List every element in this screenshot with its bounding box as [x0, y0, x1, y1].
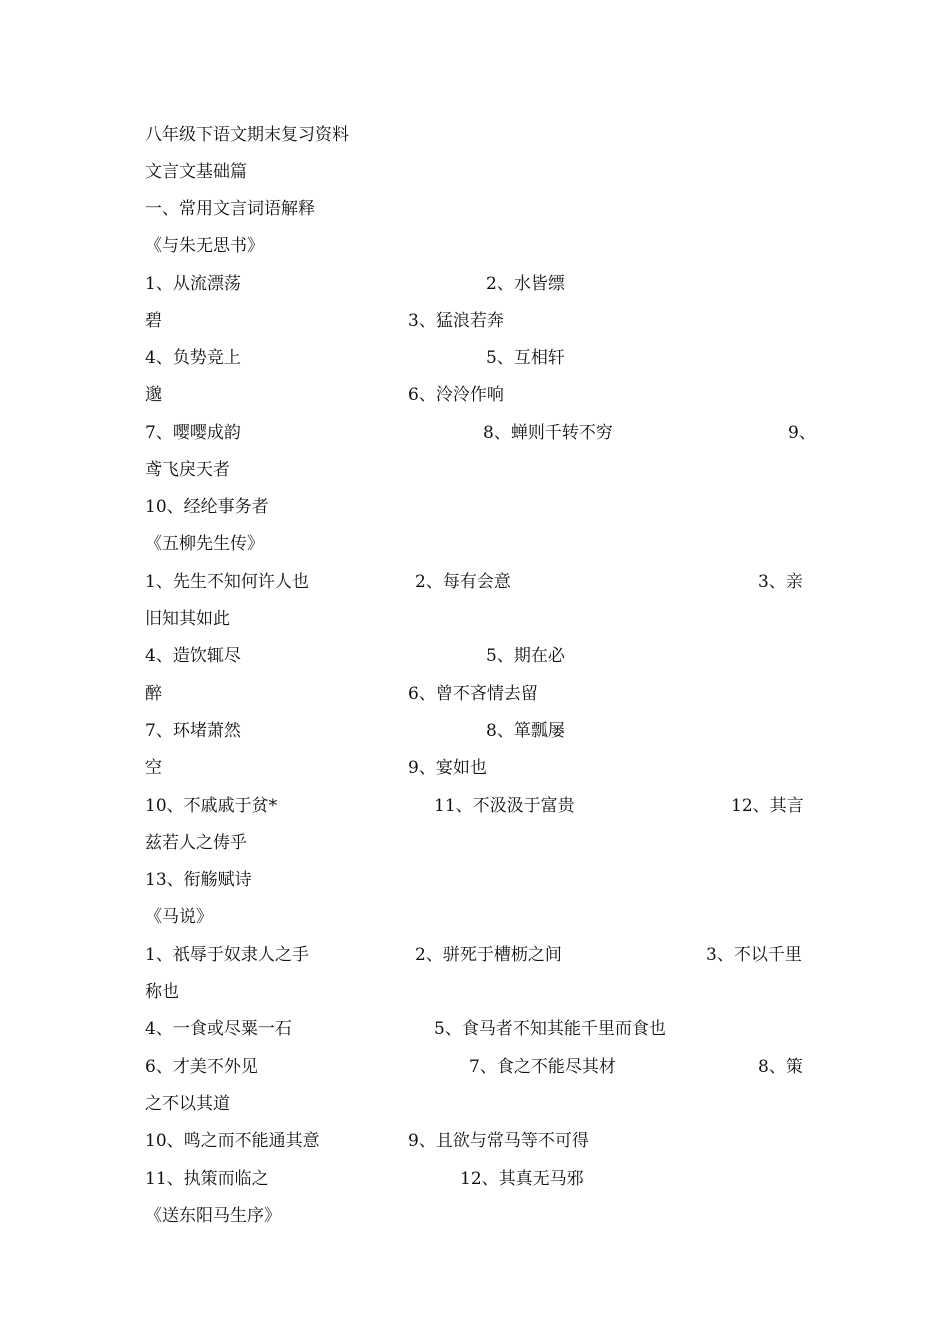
vocab-item: 6、泠泠作响: [408, 385, 504, 405]
vocab-item-wrap: 旧知其如此: [145, 609, 230, 629]
vocab-item-wrap: 称也: [145, 982, 179, 1002]
vocab-item: 4、一食或尽粟一石: [145, 1019, 292, 1039]
vocab-item-wrap: 兹若人之俦乎: [145, 833, 247, 853]
vocab-item: 4、负势竞上: [145, 348, 241, 368]
vocab-item: 12、其言: [731, 796, 804, 816]
vocab-item: 11、执策而临之: [145, 1169, 269, 1189]
vocab-item: 1、先生不知何许人也: [145, 572, 309, 592]
vocab-item: 10、不戚戚于贫*: [145, 796, 278, 816]
vocab-item: 2、水皆缥: [486, 274, 565, 294]
vocab-item: 9、且欲与常马等不可得: [408, 1131, 589, 1151]
vocab-item: 8、箪瓢屡: [486, 721, 565, 741]
vocab-item-wrap: 之不以其道: [145, 1094, 230, 1114]
text-heading: 《送东阳马生序》: [145, 1206, 281, 1226]
vocab-item: 2、骈死于槽枥之间: [415, 945, 562, 965]
vocab-item-wrap: 鸢飞戾天者: [145, 460, 230, 480]
vocab-item: 8、策: [758, 1057, 803, 1077]
vocab-item: 3、猛浪若奔: [408, 311, 504, 331]
vocab-item-wrap: 空: [145, 758, 162, 778]
vocab-item: 9、: [788, 423, 816, 443]
document-title: 八年级下语文期末复习资料: [145, 125, 349, 145]
vocab-item-wrap: 醉: [145, 684, 162, 704]
vocab-item: 7、环堵萧然: [145, 721, 241, 741]
vocab-item: 1、祇辱于奴隶人之手: [145, 945, 309, 965]
vocab-item: 5、食马者不知其能千里而食也: [434, 1019, 666, 1039]
vocab-item: 7、嘤嘤成韵: [145, 423, 241, 443]
vocab-item: 1、从流漂荡: [145, 274, 241, 294]
vocab-item: 9、宴如也: [408, 758, 487, 778]
text-heading: 《马说》: [145, 907, 213, 927]
part-heading: 文言文基础篇: [145, 162, 247, 182]
vocab-item: 10、经纶事务者: [145, 497, 269, 517]
vocab-item-wrap: 邈: [145, 385, 162, 405]
vocab-item-wrap: 碧: [145, 311, 162, 331]
vocab-item: 10、鸣之而不能通其意: [145, 1131, 320, 1151]
vocab-item: 13、衔觞赋诗: [145, 870, 252, 890]
vocab-item: 2、每有会意: [415, 572, 511, 592]
vocab-item: 12、其真无马邪: [460, 1169, 584, 1189]
text-heading: 《五柳先生传》: [145, 534, 264, 554]
vocab-item: 5、期在必: [486, 646, 565, 666]
vocab-item: 4、造饮辄尽: [145, 646, 241, 666]
vocab-item: 11、不汲汲于富贵: [434, 796, 575, 816]
section-heading: 一、常用文言词语解释: [145, 199, 315, 219]
vocab-item: 6、曾不吝情去留: [408, 684, 538, 704]
vocab-item: 7、食之不能尽其材: [469, 1057, 616, 1077]
vocab-item: 8、蝉则千转不穷: [483, 423, 613, 443]
vocab-item: 5、互相轩: [486, 348, 565, 368]
vocab-item: 3、亲: [758, 572, 803, 592]
vocab-item: 3、不以千里: [706, 945, 802, 965]
vocab-item: 6、才美不外见: [145, 1057, 258, 1077]
text-heading: 《与朱无思书》: [145, 236, 264, 256]
